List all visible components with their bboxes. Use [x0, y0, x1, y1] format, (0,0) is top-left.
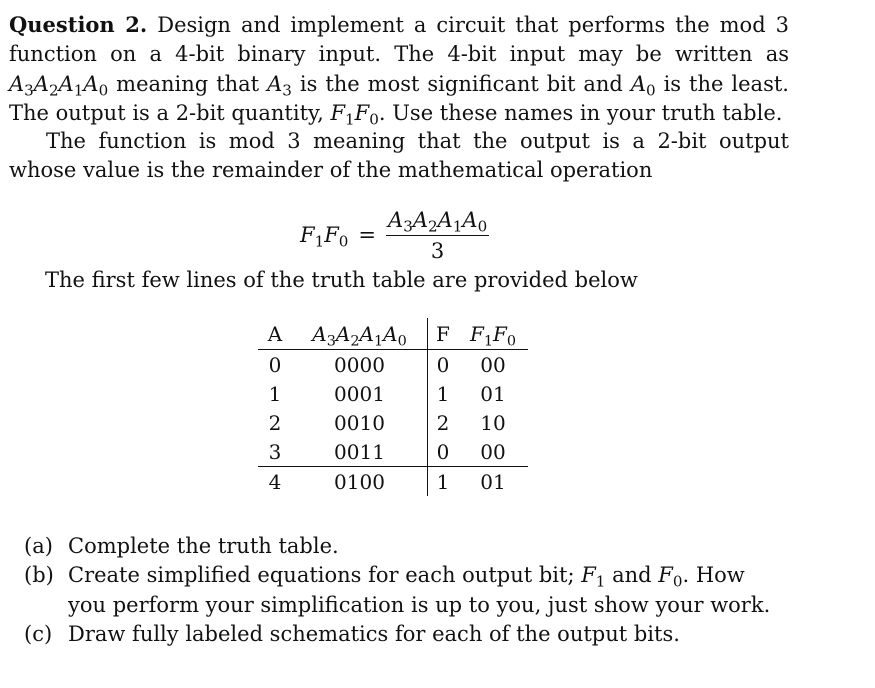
cell-output-bits: 00	[480, 439, 506, 464]
msb-clause: is the most significant bit and	[299, 71, 623, 96]
cell-f: 0	[428, 350, 459, 380]
table-row	[258, 437, 528, 467]
cell-f: 2	[428, 408, 459, 437]
task-label: (c)	[24, 622, 53, 647]
task-label: (a)	[24, 534, 53, 558]
cell-a: 2	[268, 410, 282, 435]
cell-a: 0	[268, 352, 282, 377]
task-text: Create simplified equations for each output bit;	[68, 563, 575, 588]
input-word-symbol: $A_3A_2A_1A_0$	[9, 71, 109, 100]
cell-input-bits: 0001	[334, 381, 385, 406]
msb-symbol: $A_3$	[267, 71, 292, 100]
table-intro: The first few lines of the truth table are provided below	[45, 268, 638, 292]
cell-a: 4	[258, 467, 292, 497]
formula-equals: =	[358, 223, 377, 247]
formula-denominator: 3	[430, 238, 445, 263]
task-text-post: . How you perform your simplification is up to you, just show your work.	[68, 563, 771, 617]
header-output-bits: $F_1F_0$	[469, 321, 517, 349]
truth-table-header	[258, 318, 528, 350]
cell-input-bits: 0000	[334, 352, 385, 377]
explanation-paragraph: The function is mod 3 meaning that the output is a 2-bit output whose value is the remainder of the mathematical operation	[9, 129, 789, 183]
mod-formula	[300, 200, 489, 270]
task-list	[24, 532, 789, 650]
table-row	[258, 408, 528, 437]
table-row	[258, 379, 528, 408]
cell-f: 0	[428, 437, 459, 467]
question-intro: Design and implement a circuit that performs the mod 3 function on a 4-bit binary input. The 4-bit input may be written as	[9, 13, 789, 67]
header-a: A	[267, 321, 283, 346]
msb-text: meaning that	[116, 71, 260, 96]
cell-output-bits: 00	[480, 352, 506, 377]
task-item-a	[24, 532, 789, 561]
cell-f: 1	[428, 467, 459, 497]
header-input-bits: $A_3A_2A_1A_0$	[312, 321, 407, 349]
cell-output-bits: 10	[480, 410, 506, 435]
lsb-symbol: $A_0$	[630, 71, 656, 100]
header-f: F	[428, 318, 459, 350]
cell-a: 3	[268, 439, 282, 464]
cell-input-bits: 0011	[334, 439, 385, 464]
cell-output-bits: 01	[480, 381, 506, 406]
table-row	[258, 350, 528, 380]
formula-lhs: $F_1F_0$	[300, 223, 349, 251]
question-paragraph	[9, 10, 789, 129]
task-text-mid: and	[612, 563, 652, 588]
f1-symbol: $F_1$	[581, 563, 606, 591]
cell-input-bits: 0010	[334, 410, 385, 435]
cell-input-bits: 0100	[292, 467, 428, 497]
cell-a: 1	[268, 381, 282, 406]
cell-output-bits: 01	[458, 467, 528, 497]
truth-table	[258, 318, 528, 496]
task-text: Draw fully labeled schematics for each of the output bits.	[68, 622, 680, 647]
question-label: Question 2.	[9, 12, 148, 37]
lsb-clause: is the least. The output is a 2-bit quantity,	[9, 71, 789, 126]
formula-fraction	[386, 208, 489, 263]
task-label: (b)	[24, 563, 54, 588]
question-trailing: . Use these names in your truth table.	[378, 101, 783, 126]
formula-numerator: $A_3A_2A_1A_0$	[388, 207, 488, 236]
table-row	[258, 467, 528, 497]
output-word-symbol: $F_1F_0$	[330, 101, 379, 129]
task-item-c	[24, 620, 789, 649]
task-text: Complete the truth table.	[68, 534, 339, 558]
f0-symbol: $F_0$	[658, 563, 683, 591]
task-item-b	[24, 561, 789, 620]
cell-f: 1	[428, 379, 459, 408]
